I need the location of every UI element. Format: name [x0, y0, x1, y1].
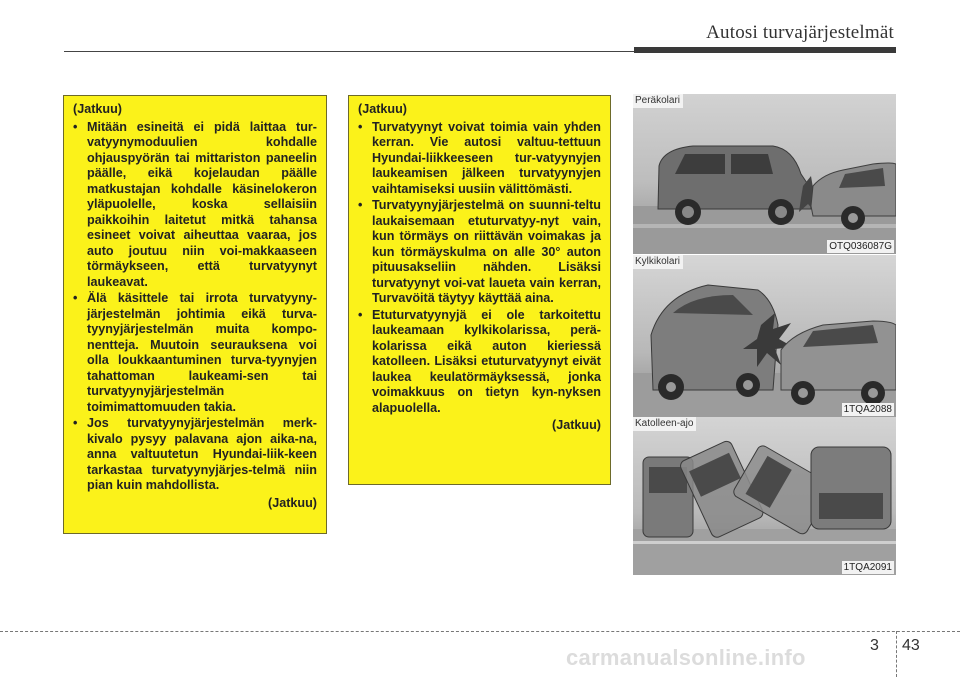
warning-item: • Turvatyynyt voivat toimia vain yhden kerran. Vie autosi valtuu-tettuun Hyundai-liikkeeseen tur-vatyynyjen laukeamisen jälkeen turvatyynyjen vaihtamiseksi uusiin välittömästi.: [358, 120, 601, 198]
warning-item: • Turvatyynyjärjestelmä on suunni-teltu laukaisemaan etuturvatyy-nyt vain, kun törmäys on riittävän voimakas ja kun törmäyskulma on alle 30° auton pituusakseliin nähden. Lisäksi turvatyynyt voi-vat laueta vain kerran, Turvavöitä täytyy käyttää aina.: [358, 198, 601, 307]
side-collision-illustration: [633, 255, 896, 417]
footer-divider: [0, 631, 960, 632]
footer-page-divider: [896, 631, 897, 677]
figure-code: 1TQA2088: [843, 404, 892, 415]
continued-label: (Jatkuu): [358, 102, 407, 116]
rear-collision-illustration: [633, 94, 896, 254]
page-number: 43: [902, 637, 920, 654]
side-collision-figure: [633, 255, 896, 417]
warning-item: • Mitään esineitä ei pidä laittaa tur-vatyynymoduulien kohdalle ohjauspyörän tai mittariston paneelin päälle, eikä kojelaudan päälle matkustajan kohdalle käsinelokeron yläpuolelle, koska sellaisiin paikkoihin laitetut mitkä tahansa esineet voivat aiheuttaa vaaraa, jos auto joutuu niin voi-makkaaseen törmäykseen, että turvatyynyt laukeavat.: [73, 120, 317, 291]
warning-item: • Älä käsittele tai irrota turvatyyny-järjestelmän johtimia eikä turva-tyynyjärjestelmän muita kompo-nentteja. Muutoin seurauksena voi olla loukkaantuminen turva-tyynyjen tahattoman laukeami-sen tai turvatyynyjärjestelmän toimimattomuuden takia.: [73, 291, 317, 415]
watermark: carmanualsonline.info: [566, 645, 806, 670]
continued-label: (Jatkuu): [552, 418, 601, 432]
page-header-title: Autosi turvajärjestelmät: [706, 22, 894, 43]
rollover-illustration: [633, 417, 896, 575]
rear-collision-figure: [633, 94, 896, 254]
figure-label: Kylkikolari: [633, 255, 683, 269]
warning-item: • Jos turvatyynyjärjestelmän merk-kivalo pysyy palavana ajon aika-na, anna valtuutetun Hyundai-liik-keen tarkastaa turvatyynyjärjes-telmä niin pian kuin mahdollista.: [73, 416, 317, 494]
figure-code: 1TQA2091: [843, 562, 892, 573]
chapter-number: 3: [870, 637, 879, 654]
header-rule: [64, 51, 634, 52]
continued-label: (Jatkuu): [73, 102, 122, 116]
continued-label: (Jatkuu): [268, 495, 317, 510]
warning-list: [73, 120, 317, 494]
figure-code: OTQ036087G: [829, 241, 892, 252]
warning-list: [358, 120, 601, 417]
figure-label: Peräkolari: [633, 94, 683, 108]
rollover-figure: [633, 417, 896, 575]
warning-item: • Etuturvatyynyjä ei ole tarkoitettu laukeamaan kylkikolarissa, perä-kolarissa eikä auton kieriessä katolleen. Lisäksi etuturvatyynyt eivät laukea keulatörmäyksessä, jonka voimakkuus on tietyn kyn-nyksen alapuolella.: [358, 308, 601, 417]
header-rule-accent: [634, 47, 896, 53]
warning-box-left: [63, 95, 327, 534]
figure-label: Katolleen-ajo: [633, 417, 696, 431]
warning-box-middle: [348, 95, 611, 485]
